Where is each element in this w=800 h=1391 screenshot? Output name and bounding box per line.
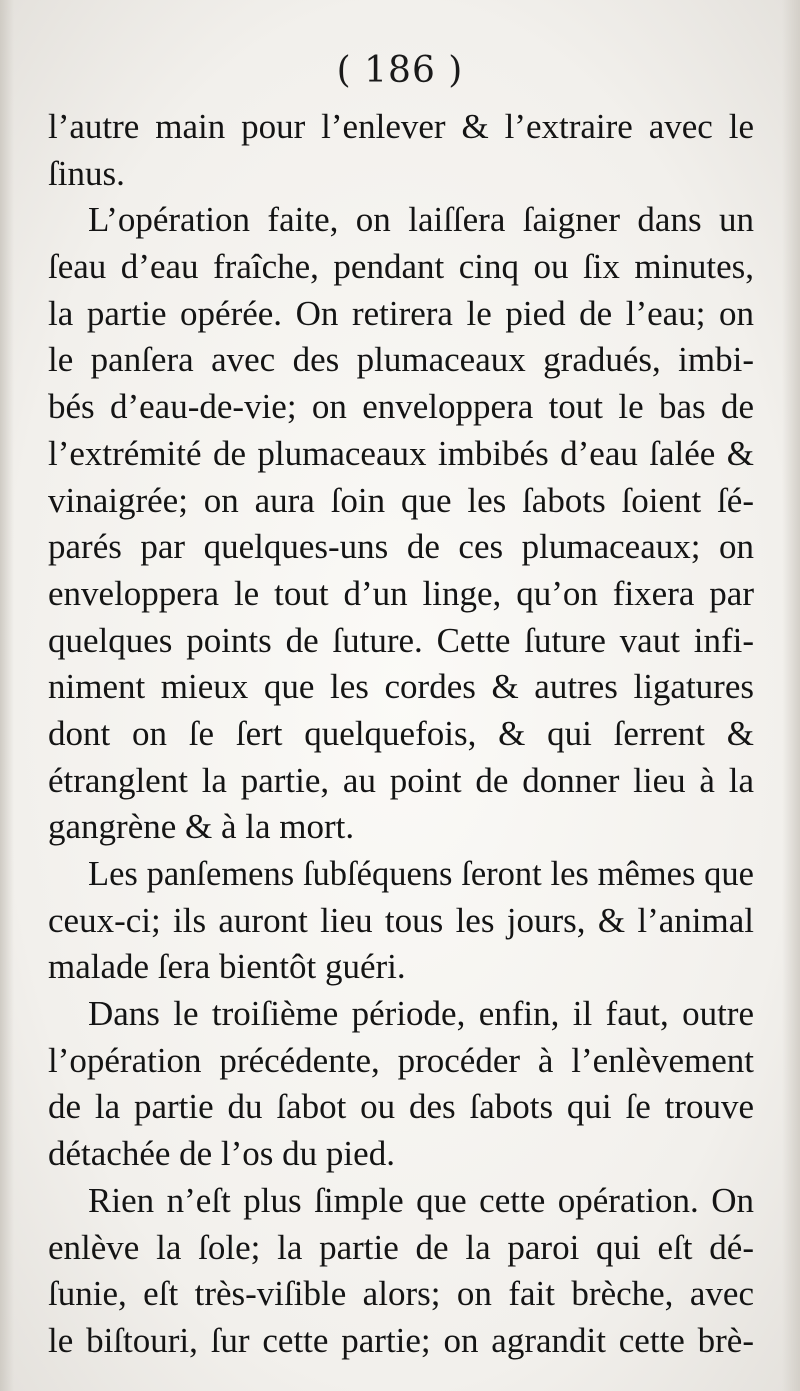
- text-line: enlève la ſole; la partie de la paroi qui eſt dé-: [48, 1227, 754, 1267]
- text-line: quelques points de ſuture. Cette ſuture vaut infi-: [48, 620, 754, 660]
- text-line: l’extrémité de plumaceaux imbibés d’eau ſalée &: [48, 433, 754, 473]
- text-line: gangrène & à la mort.: [48, 807, 355, 847]
- page-edge-shadow-right: [782, 0, 800, 1391]
- text-line: détachée de l’os du pied.: [48, 1134, 395, 1174]
- text-line: ſinus.: [48, 153, 125, 193]
- text-line: l’opération précédente, procéder à l’enlèvement: [48, 1040, 754, 1080]
- text-line: le biſtouri, ſur cette partie; on agrandit cette brè-: [48, 1320, 754, 1360]
- text-line: ſeau d’eau fraîche, pendant cinq ou ſix minutes,: [48, 247, 754, 287]
- text-line: malade ſera bientôt guéri.: [48, 947, 406, 987]
- text-line: la partie opérée. On retirera le pied de l’eau; on: [48, 293, 754, 333]
- text-line: ſunie, eſt très-viſible alors; on fait brèche, avec: [48, 1274, 754, 1314]
- text-line: ceux-ci; ils auront lieu tous les jours, & l’animal: [48, 900, 754, 940]
- text-line: dont on ſe ſert quelquefois, & qui ſerrent &: [48, 713, 754, 753]
- text-line: L’opération faite, on laiſſera ſaigner dans un: [88, 200, 754, 240]
- text-line: Les panſemens ſubſéquens ſeront les mêmes que: [88, 855, 754, 893]
- text-line: bés d’eau-de-vie; on enveloppera tout le bas de: [48, 387, 754, 427]
- page-number: ( 186 ): [336, 50, 464, 91]
- body-text: [48, 104, 754, 1365]
- text-line: vinaigrée; on aura ſoin que les ſabots ſoient ſé-: [48, 480, 754, 520]
- text-line: parés par quelques-uns de ces plumaceaux; on: [48, 527, 754, 567]
- text-line: étranglent la partie, au point de donner lieu à la: [48, 760, 754, 800]
- text-line: de la partie du ſabot ou des ſabots qui ſe trouve: [48, 1087, 754, 1127]
- text-line: le panſera avec des plumaceaux gradués, imbi-: [48, 340, 754, 380]
- page-edge-shadow-left: [0, 0, 14, 1391]
- text-line: Dans le troiſième période, enfin, il faut, outre: [88, 994, 754, 1034]
- text-line: Rien n’eſt plus ſimple que cette opération. On: [88, 1180, 754, 1220]
- text-line: niment mieux que les cordes & autres ligatures: [48, 667, 754, 707]
- text-line: l’autre main pour l’enlever & l’extraire avec le: [48, 107, 754, 146]
- text-line: enveloppera le tout d’un linge, qu’on fixera par: [48, 573, 754, 613]
